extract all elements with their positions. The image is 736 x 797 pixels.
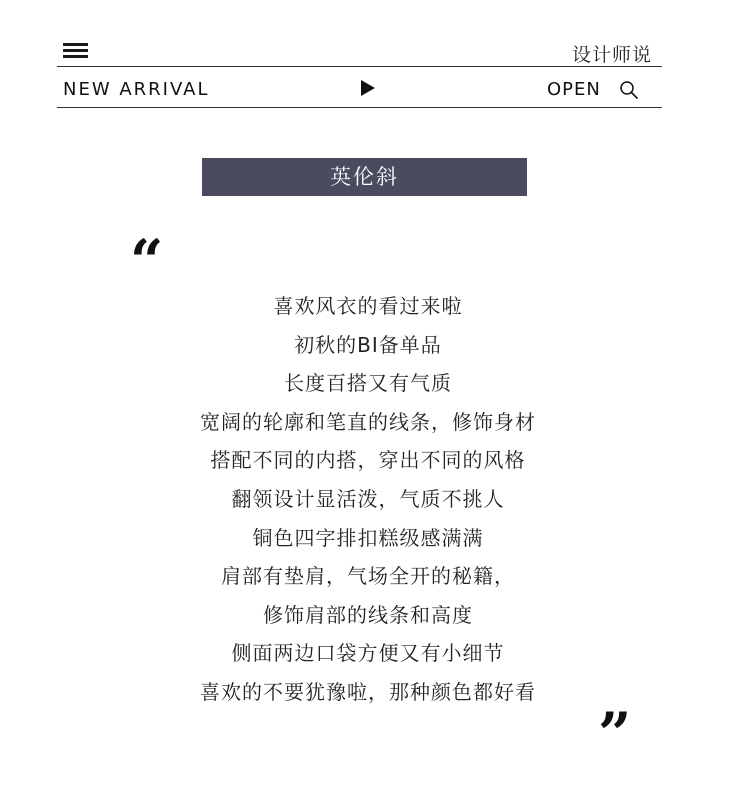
description-line: 宽阔的轮廓和笔直的线条，修饰身材 bbox=[200, 409, 536, 434]
description-line: 搭配不同的内搭，穿出不同的风格 bbox=[210, 448, 526, 473]
search-icon[interactable] bbox=[619, 80, 639, 100]
description-line: 喜欢风衣的看过来啦 bbox=[273, 294, 463, 318]
description-line: 侧面两边口袋方便又有小细节 bbox=[231, 641, 505, 666]
description-line: 肩部有垫肩，气场全开的秘籍， bbox=[221, 564, 515, 589]
divider-top bbox=[57, 66, 662, 67]
top-bar bbox=[57, 36, 662, 66]
article-title: 英伦斜 bbox=[202, 158, 527, 196]
description-line: 铜色四字排扣糕级感满满 bbox=[252, 525, 484, 550]
close-quote-mark: ” bbox=[598, 700, 632, 768]
description-line: 翻领设计显活泼，气质不挑人 bbox=[231, 486, 505, 511]
description-line: 初秋的BI备单品 bbox=[294, 332, 442, 357]
hamburger-menu-icon[interactable] bbox=[63, 43, 88, 59]
description-line: 修饰肩部的线条和高度 bbox=[263, 602, 473, 627]
divider-bottom bbox=[57, 107, 662, 108]
open-button[interactable]: OPEN bbox=[547, 79, 601, 100]
nav-row bbox=[57, 72, 662, 106]
description-lines bbox=[100, 287, 636, 712]
play-icon[interactable] bbox=[361, 80, 375, 96]
open-quote-mark: “ bbox=[130, 227, 164, 295]
brand-title: 设计师说 bbox=[571, 44, 652, 66]
new-arrival-label[interactable]: NEW ARRIVAL bbox=[63, 79, 210, 100]
description-line: 喜欢的不要犹豫啦，那种颜色都好看 bbox=[200, 679, 536, 704]
description-line: 长度百搭又有气质 bbox=[284, 371, 452, 396]
